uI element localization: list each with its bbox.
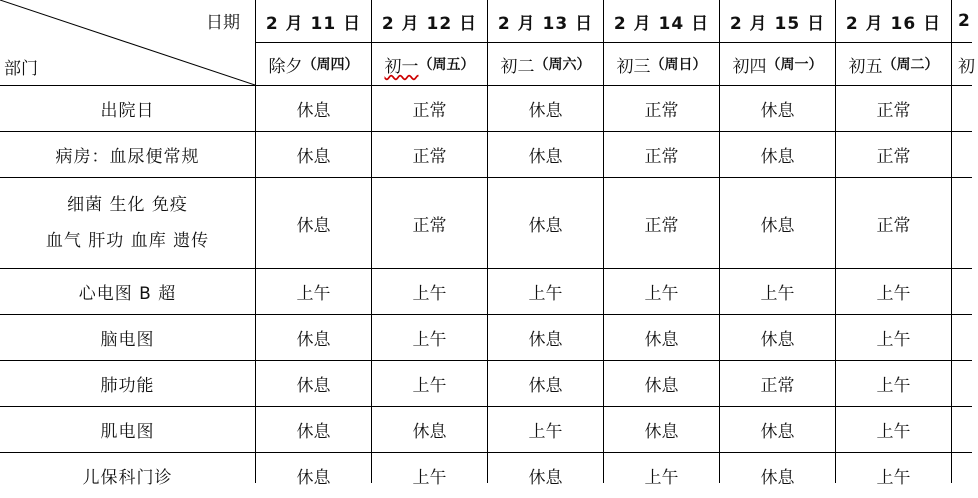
schedule-cell: 上午 — [412, 330, 447, 350]
schedule-cell: 正常 — [412, 215, 447, 236]
dept-label-line: 血气 肝功 血库 遗传 — [45, 231, 210, 251]
schedule-cell: 正常 — [644, 215, 679, 236]
schedule-cell: 上午 — [876, 330, 911, 350]
schedule-cell: 休息 — [528, 215, 563, 236]
schedule-cell: 休息 — [760, 101, 795, 121]
col-divider — [951, 0, 952, 483]
dept-label: 肌电图 — [100, 422, 155, 442]
schedule-cell: 休息 — [644, 330, 679, 350]
header-date: 2 — [958, 11, 971, 31]
header-day — [720, 43, 835, 85]
header-day — [488, 43, 603, 85]
corner-dept-label: 部门 — [4, 59, 38, 79]
lunar-label: 除夕 — [268, 56, 303, 77]
schedule-cell: 休息 — [296, 468, 331, 488]
lunar-label: 初二 — [500, 56, 535, 77]
corner-date-label: 日期 — [206, 13, 240, 33]
dept-label-line: 细菌 生化 免疫 — [67, 195, 188, 215]
schedule-cell: 休息 — [644, 422, 679, 442]
dept-label: 脑电图 — [100, 330, 155, 350]
schedule-cell: 休息 — [412, 422, 447, 442]
dept-label: 肺功能 — [100, 376, 155, 396]
lunar-label: 初四 — [732, 56, 767, 77]
weekday-label: （周一） — [766, 57, 823, 73]
schedule-cell: 上午 — [412, 468, 447, 488]
dept-label: 出院日 — [100, 101, 155, 121]
dept-label — [0, 178, 255, 268]
schedule-cell: 上午 — [644, 284, 679, 304]
schedule-cell: 休息 — [528, 101, 563, 121]
header-day — [256, 43, 371, 85]
schedule-cell: 正常 — [412, 147, 447, 167]
schedule-cell: 上午 — [876, 284, 911, 304]
schedule-cell: 上午 — [412, 284, 447, 304]
schedule-cell: 正常 — [876, 147, 911, 167]
header-date: 2 月 16 日 — [845, 13, 942, 34]
schedule-cell: 上午 — [644, 468, 679, 488]
header-date: 2 月 14 日 — [613, 13, 710, 34]
schedule-cell: 休息 — [296, 147, 331, 167]
header-day — [372, 43, 487, 85]
schedule-cell: 上午 — [528, 422, 563, 442]
schedule-cell: 上午 — [296, 284, 331, 304]
schedule-cell: 休息 — [760, 330, 795, 350]
schedule-cell: 休息 — [296, 215, 331, 236]
schedule-cell: 休息 — [528, 330, 563, 350]
weekday-label: （周五） — [418, 57, 475, 73]
header-date: 2 月 12 日 — [381, 13, 478, 34]
dept-label: 儿保科门诊 — [82, 468, 173, 488]
weekday-label: （周日） — [650, 57, 707, 73]
schedule-cell: 休息 — [296, 101, 331, 121]
dept-label: 心电图 B 超 — [78, 284, 177, 304]
schedule-cell: 上午 — [876, 468, 911, 488]
lunar-label: 初 — [958, 56, 975, 77]
schedule-cell: 休息 — [760, 468, 795, 488]
schedule-cell: 上午 — [528, 284, 563, 304]
schedule-cell: 正常 — [644, 147, 679, 167]
schedule-cell: 正常 — [760, 376, 795, 396]
header-day — [958, 43, 978, 85]
weekday-label: （周六） — [534, 57, 591, 73]
schedule-cell: 上午 — [760, 284, 795, 304]
weekday-label: （周二） — [882, 57, 939, 73]
schedule-cell: 正常 — [876, 215, 911, 236]
schedule-cell: 休息 — [760, 422, 795, 442]
weekday-label: （周四） — [302, 57, 359, 73]
lunar-label: 初五 — [848, 56, 883, 77]
schedule-cell: 上午 — [876, 376, 911, 396]
schedule-cell: 上午 — [876, 422, 911, 442]
schedule-cell: 正常 — [876, 101, 911, 121]
schedule-cell: 正常 — [644, 101, 679, 121]
header-date: 2 月 11 日 — [265, 13, 362, 34]
schedule-cell: 休息 — [528, 376, 563, 396]
header-date: 2 月 13 日 — [497, 13, 594, 34]
schedule-cell: 正常 — [412, 101, 447, 121]
lunar-label: 初一 — [384, 56, 419, 77]
dept-label: 病房：血尿便常规 — [55, 147, 200, 167]
header-day — [836, 43, 951, 85]
schedule-cell: 上午 — [412, 376, 447, 396]
header-day — [604, 43, 719, 85]
header-date: 2 月 15 日 — [729, 13, 826, 34]
schedule-cell: 休息 — [760, 147, 795, 167]
schedule-cell: 休息 — [528, 147, 563, 167]
schedule-cell: 休息 — [296, 376, 331, 396]
lunar-label: 初三 — [616, 56, 651, 77]
schedule-cell: 休息 — [644, 376, 679, 396]
schedule-cell: 休息 — [296, 330, 331, 350]
schedule-cell: 休息 — [296, 422, 331, 442]
schedule-cell: 休息 — [760, 215, 795, 236]
schedule-cell: 休息 — [528, 468, 563, 488]
